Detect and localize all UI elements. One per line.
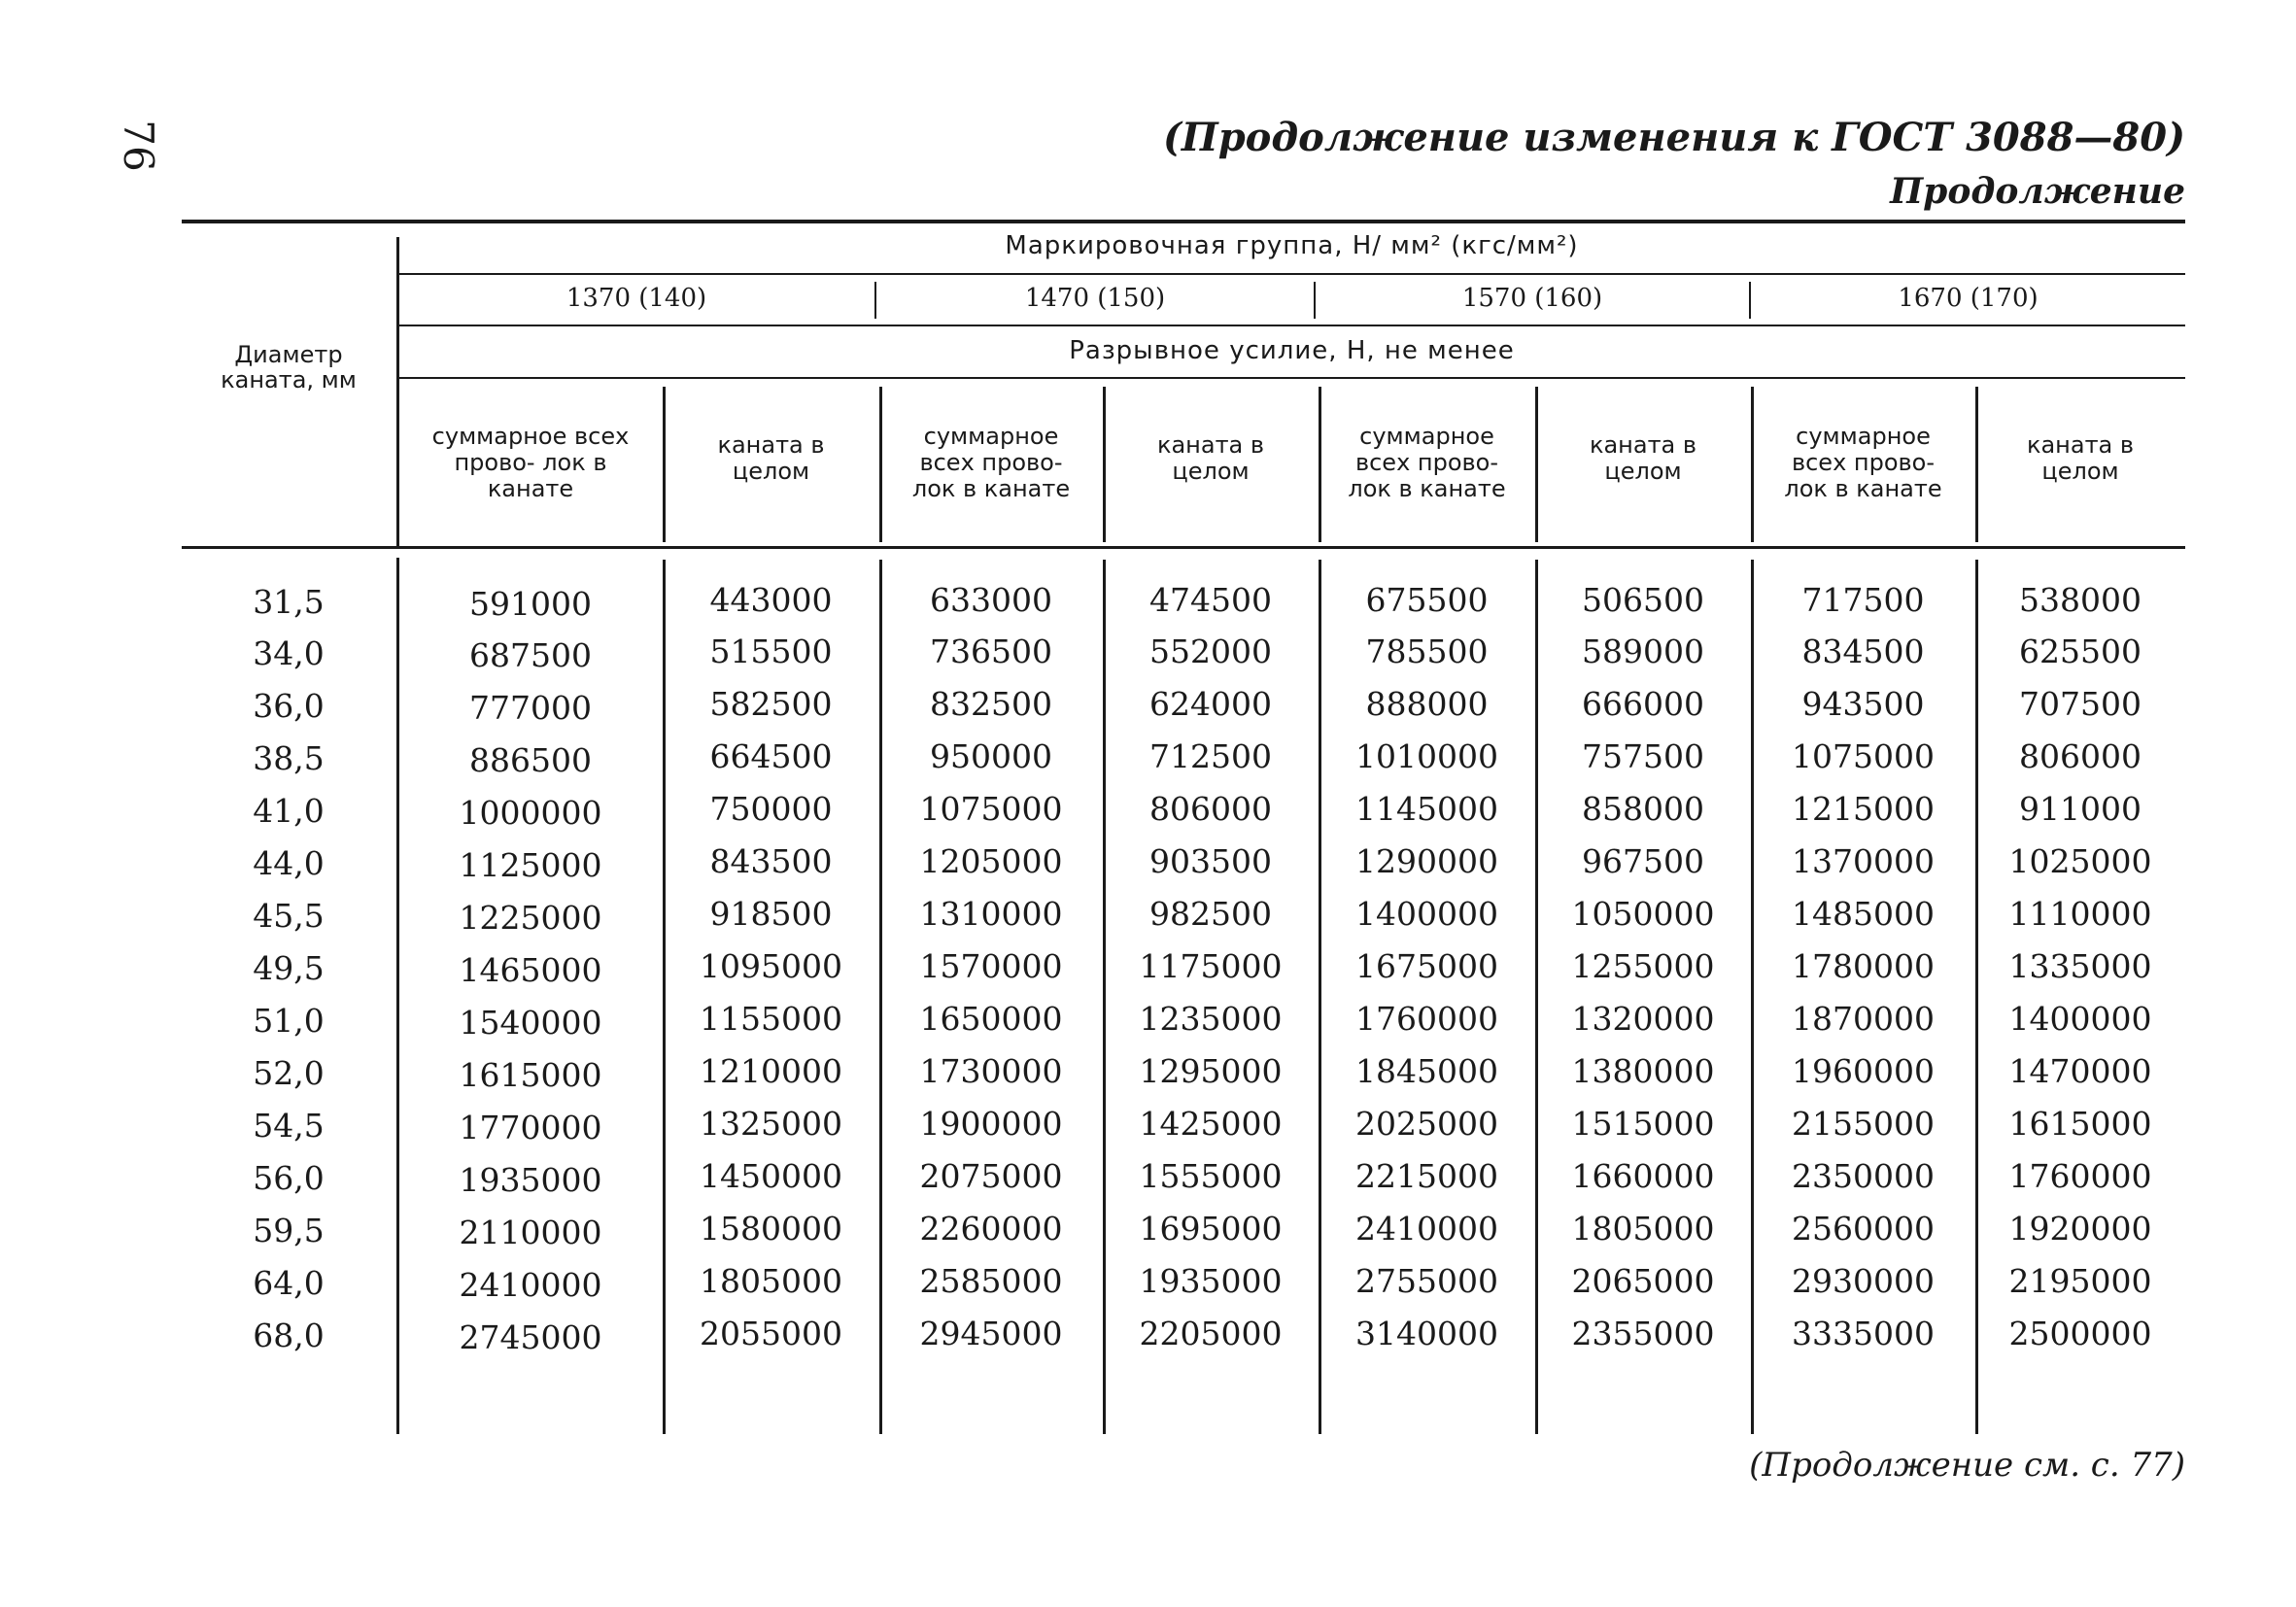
value-cell: 843500	[709, 842, 833, 880]
value-cell: 506500	[1582, 581, 1704, 619]
subheader-total-wires: суммарное всех прово- лок в канате	[1348, 423, 1506, 502]
value-cell: 911000	[2019, 790, 2142, 828]
value-cell: 1370000	[1792, 842, 1935, 880]
diameter-cell: 45,5	[253, 897, 325, 935]
value-cell: 888000	[1365, 685, 1489, 723]
value-cell: 1145000	[1355, 790, 1498, 828]
diameter-cell: 36,0	[253, 687, 325, 725]
value-cell: 1095000	[700, 947, 842, 985]
group-header-1570: 1570 (160)	[1461, 284, 1603, 313]
group-header-1670: 1670 (170)	[1898, 284, 2039, 313]
subcol-divider-3	[1103, 387, 1106, 542]
value-cell: 1075000	[1792, 737, 1935, 775]
diameter-cell: 49,5	[253, 949, 325, 987]
value-cell: 1155000	[700, 1000, 842, 1038]
value-cell: 1450000	[700, 1157, 842, 1195]
footer-note: (Продолжение см. с. 77)	[1749, 1446, 2185, 1485]
value-cell: 1465000	[459, 951, 602, 989]
value-cell: 1125000	[459, 846, 602, 884]
subheader-rope-whole: каната в целом	[717, 431, 825, 485]
value-cell: 858000	[1582, 790, 1704, 828]
value-cell: 687500	[469, 636, 592, 674]
subheader-rope-whole: каната в целом	[1156, 431, 1265, 485]
value-cell: 443000	[709, 581, 833, 619]
value-cell: 834500	[1801, 633, 1925, 670]
rule-under-groups	[398, 325, 2185, 326]
value-cell: 2110000	[459, 1214, 602, 1251]
value-cell: 2745000	[459, 1318, 602, 1356]
value-cell: 1470000	[2008, 1052, 2152, 1090]
value-cell: 1615000	[2008, 1105, 2152, 1143]
value-cell: 712500	[1149, 737, 1272, 775]
value-cell: 1615000	[459, 1056, 602, 1094]
value-cell: 1225000	[459, 899, 602, 937]
value-cell: 1770000	[459, 1109, 602, 1146]
diameter-cell: 52,0	[253, 1054, 325, 1092]
subcol-divider-4	[1319, 387, 1321, 542]
value-cell: 3140000	[1355, 1315, 1498, 1352]
value-cell: 982500	[1149, 895, 1272, 933]
value-cell: 582500	[709, 685, 833, 723]
value-cell: 1805000	[700, 1262, 842, 1300]
diameter-cell: 54,5	[253, 1107, 325, 1145]
value-cell: 2195000	[2008, 1262, 2152, 1300]
value-cell: 832500	[930, 685, 1052, 723]
value-cell: 3335000	[1792, 1315, 1935, 1352]
diameter-cell: 41,0	[253, 792, 325, 830]
subheader-rope-whole: каната в целом	[2026, 431, 2135, 485]
value-cell: 1935000	[1139, 1262, 1283, 1300]
value-cell: 903500	[1149, 842, 1272, 880]
value-cell: 515500	[709, 633, 833, 670]
value-cell: 1380000	[1571, 1052, 1715, 1090]
value-cell: 1310000	[919, 895, 1063, 933]
subheader-total-wires: суммарное всех прово- лок в канате	[911, 423, 1071, 502]
value-cell: 1660000	[1571, 1157, 1715, 1195]
diameter-header: Диаметр каната, мм	[221, 341, 357, 393]
value-cell: 2155000	[1792, 1105, 1935, 1143]
value-cell: 777000	[469, 689, 592, 727]
value-cell: 552000	[1149, 633, 1272, 670]
value-cell: 1555000	[1139, 1157, 1283, 1195]
table-top-rule	[182, 220, 2185, 223]
value-cell: 1870000	[1792, 1000, 1935, 1038]
value-cell: 1025000	[2008, 842, 2152, 880]
value-cell: 1175000	[1139, 947, 1283, 985]
value-cell: 1960000	[1792, 1052, 1935, 1090]
value-cell: 943500	[1801, 685, 1925, 723]
value-cell: 1845000	[1355, 1052, 1498, 1090]
value-cell: 1210000	[700, 1052, 842, 1090]
value-cell: 591000	[469, 585, 592, 623]
value-cell: 1325000	[700, 1105, 842, 1143]
group-header-1470: 1470 (150)	[1024, 284, 1166, 313]
value-cell: 1760000	[1355, 1000, 1498, 1038]
diameter-cell: 31,5	[253, 583, 325, 621]
value-cell: 785500	[1365, 633, 1489, 670]
value-cell: 1805000	[1571, 1210, 1715, 1248]
value-cell: 1675000	[1355, 947, 1498, 985]
value-cell: 1760000	[2008, 1157, 2152, 1195]
value-cell: 1935000	[459, 1161, 602, 1199]
value-cell: 2755000	[1355, 1262, 1498, 1300]
group-header-1370: 1370 (140)	[565, 284, 707, 313]
value-cell: 2205000	[1139, 1315, 1283, 1352]
value-cell: 2025000	[1355, 1105, 1498, 1143]
value-cell: 589000	[1582, 633, 1704, 670]
value-cell: 664500	[709, 737, 833, 775]
value-cell: 886500	[469, 741, 592, 779]
subcol-divider-5	[1535, 387, 1538, 542]
value-cell: 1000000	[459, 794, 602, 832]
value-cell: 675500	[1365, 581, 1489, 619]
value-cell: 1515000	[1571, 1105, 1715, 1143]
value-cell: 1540000	[459, 1004, 602, 1042]
continuation-label: Продолжение	[1890, 171, 2185, 212]
value-cell: 757500	[1582, 737, 1704, 775]
value-cell: 2075000	[919, 1157, 1063, 1195]
diameter-cell: 51,0	[253, 1002, 325, 1040]
header-bottom-rule	[182, 546, 2185, 549]
value-cell: 717500	[1801, 581, 1925, 619]
value-cell: 1920000	[2008, 1210, 2152, 1248]
value-cell: 633000	[930, 581, 1052, 619]
diameter-cell: 56,0	[253, 1159, 325, 1197]
subcol-divider-1	[663, 387, 666, 542]
value-cell: 1010000	[1355, 737, 1498, 775]
value-cell: 806000	[2019, 737, 2142, 775]
value-cell: 2585000	[919, 1262, 1063, 1300]
value-cell: 1400000	[2008, 1000, 2152, 1038]
subcol-divider-2	[879, 387, 882, 542]
value-cell: 967500	[1582, 842, 1704, 880]
value-cell: 2215000	[1355, 1157, 1498, 1195]
value-cell: 1235000	[1139, 1000, 1283, 1038]
value-cell: 1650000	[919, 1000, 1063, 1038]
diameter-cell: 38,5	[253, 739, 325, 777]
subcol-divider-6	[1751, 387, 1754, 542]
value-cell: 2410000	[1355, 1210, 1498, 1248]
value-cell: 1695000	[1139, 1210, 1283, 1248]
subcol-divider-7	[1975, 387, 1978, 542]
value-cell: 1320000	[1571, 1000, 1715, 1038]
value-cell: 2560000	[1792, 1210, 1935, 1248]
subheader-rope-whole: каната в целом	[1589, 431, 1697, 485]
value-cell: 1580000	[700, 1210, 842, 1248]
diameter-cell: 44,0	[253, 844, 325, 882]
value-cell: 538000	[2019, 581, 2142, 619]
value-cell: 736500	[930, 633, 1052, 670]
subheader-total-wires: суммарное всех прово- лок в канате	[1784, 423, 1942, 502]
value-cell: 1425000	[1139, 1105, 1283, 1143]
value-cell: 950000	[930, 737, 1052, 775]
value-cell: 2260000	[919, 1210, 1063, 1248]
value-cell: 2500000	[2008, 1315, 2152, 1352]
value-cell: 2930000	[1792, 1262, 1935, 1300]
subheader-total-wires: суммарное всех прово- лок в канате	[431, 423, 630, 502]
value-cell: 1075000	[919, 790, 1063, 828]
value-cell: 1255000	[1571, 947, 1715, 985]
value-cell: 2065000	[1571, 1262, 1715, 1300]
marking-group-header: Маркировочная группа, Н/ мм² (кгс/мм²)	[1005, 231, 1579, 260]
value-cell: 1730000	[919, 1052, 1063, 1090]
value-cell: 707500	[2019, 685, 2142, 723]
value-cell: 2355000	[1571, 1315, 1715, 1352]
value-cell: 1335000	[2008, 947, 2152, 985]
diameter-cell: 34,0	[253, 634, 325, 672]
breaking-force-header: Разрывное усилие, Н, не менее	[1069, 336, 1515, 365]
rule-under-marking	[398, 273, 2185, 275]
diameter-cell: 68,0	[253, 1316, 325, 1354]
value-cell: 1205000	[919, 842, 1063, 880]
value-cell: 1570000	[919, 947, 1063, 985]
value-cell: 2945000	[919, 1315, 1063, 1352]
value-cell: 1290000	[1355, 842, 1498, 880]
diameter-cell: 64,0	[253, 1264, 325, 1302]
value-cell: 1295000	[1139, 1052, 1283, 1090]
page-number: 76	[115, 120, 162, 172]
value-cell: 666000	[1582, 685, 1704, 723]
value-cell: 2410000	[459, 1266, 602, 1304]
value-cell: 2055000	[700, 1315, 842, 1352]
value-cell: 2350000	[1792, 1157, 1935, 1195]
value-cell: 1485000	[1792, 895, 1935, 933]
rule-under-breaking	[398, 377, 2185, 379]
value-cell: 1050000	[1571, 895, 1715, 933]
value-cell: 806000	[1149, 790, 1272, 828]
value-cell: 1780000	[1792, 947, 1935, 985]
value-cell: 1400000	[1355, 895, 1498, 933]
value-cell: 1900000	[919, 1105, 1063, 1143]
value-cell: 474500	[1149, 581, 1272, 619]
value-cell: 1215000	[1792, 790, 1935, 828]
value-cell: 750000	[709, 790, 833, 828]
running-title: (Продолжение изменения к ГОСТ 3088—80)	[1162, 115, 2185, 160]
value-cell: 918500	[709, 895, 833, 933]
value-cell: 624000	[1149, 685, 1272, 723]
value-cell: 625500	[2019, 633, 2142, 670]
value-cell: 1110000	[2008, 895, 2152, 933]
diameter-cell: 59,5	[253, 1212, 325, 1249]
